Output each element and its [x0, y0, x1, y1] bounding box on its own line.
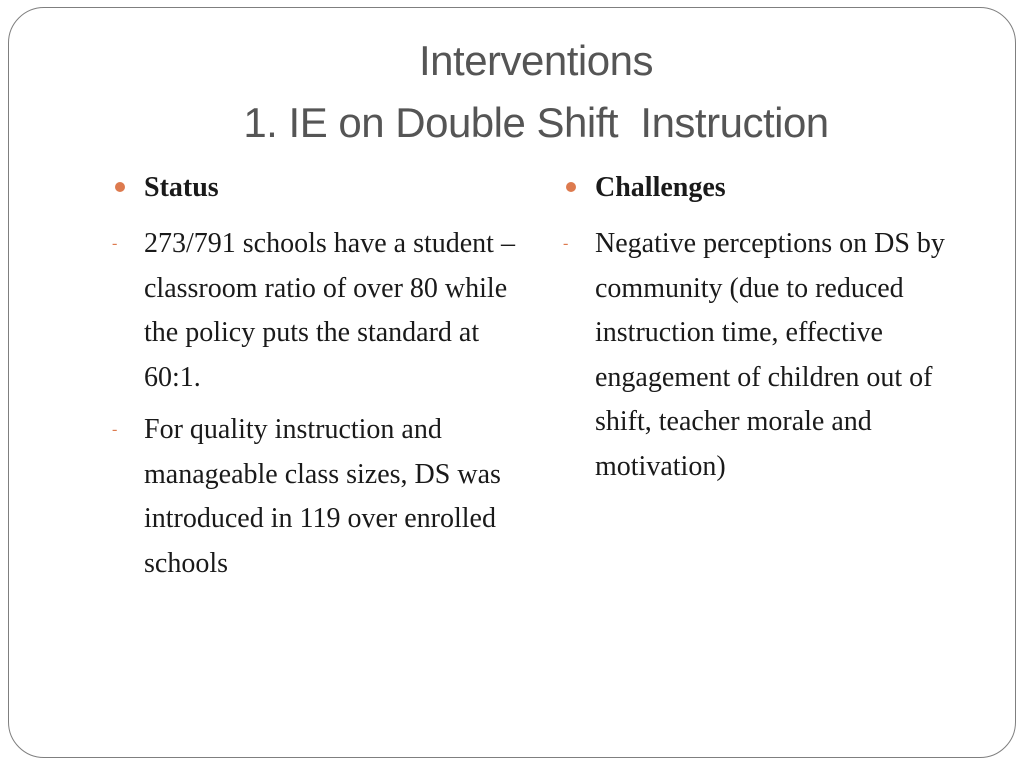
title-line-2: 1. IE on Double Shift Instruction	[243, 99, 829, 146]
status-item-text: For quality instruction and manageable class sizes, DS was introduced in 119 over enrolled schools	[144, 414, 501, 579]
dash-marker: -	[563, 235, 569, 252]
challenges-item-text: Negative perceptions on DS by community (due to reduced instruction time, effective engagement of children out of shift, teacher morale and motivation)	[595, 228, 945, 482]
bullet-dot-icon	[115, 182, 125, 192]
status-heading	[112, 170, 532, 206]
dash-marker: -	[112, 421, 118, 438]
challenges-column	[563, 170, 963, 497]
status-item	[112, 408, 532, 586]
status-heading-label: Status	[144, 172, 219, 203]
challenges-item	[563, 222, 963, 489]
bullet-dot-icon	[566, 182, 576, 192]
challenges-heading	[563, 170, 963, 206]
status-item	[112, 222, 532, 400]
dash-marker: -	[112, 235, 118, 252]
status-column	[112, 170, 532, 594]
slide-title	[0, 30, 1024, 154]
challenges-heading-label: Challenges	[595, 172, 726, 203]
title-line-1: Interventions	[419, 37, 653, 84]
status-item-text: 273/791 schools have a student –classroom ratio of over 80 while the policy puts the standard at 60:1.	[144, 228, 515, 393]
